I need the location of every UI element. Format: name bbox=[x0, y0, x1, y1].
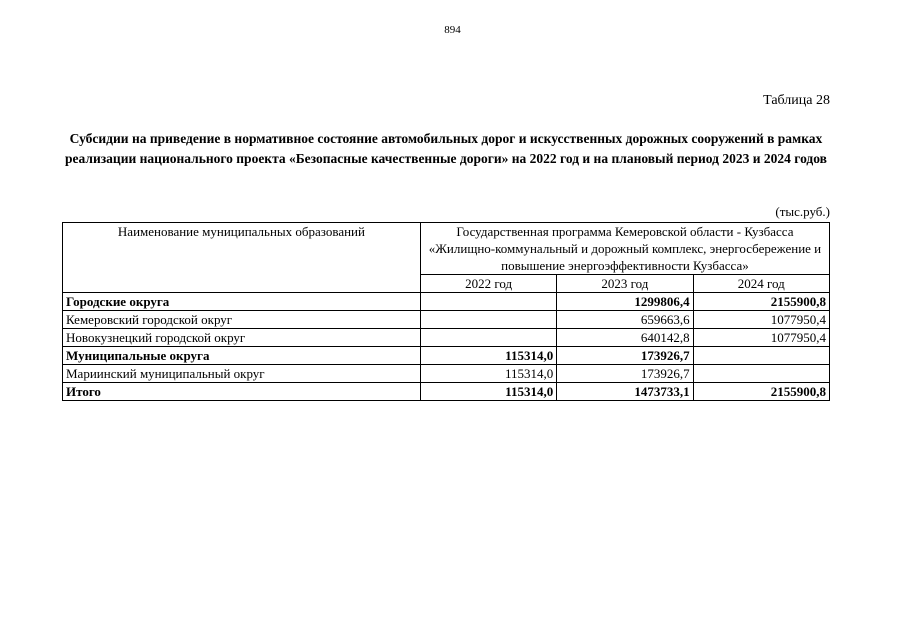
row-value-2022: 115314,0 bbox=[420, 383, 556, 401]
table-row bbox=[63, 293, 830, 311]
table-label: Таблица 28 bbox=[763, 93, 830, 108]
row-value-2024 bbox=[693, 365, 829, 383]
row-value-2024: 2155900,8 bbox=[693, 383, 829, 401]
row-value-2022 bbox=[420, 293, 556, 311]
row-value-2024 bbox=[693, 347, 829, 365]
page-number: 894 bbox=[444, 24, 461, 36]
column-header-2022: 2022 год bbox=[420, 275, 556, 293]
row-name: Муниципальные округа bbox=[63, 347, 421, 365]
table-row bbox=[63, 365, 830, 383]
column-header-2024: 2024 год bbox=[693, 275, 829, 293]
units-label: (тыс.руб.) bbox=[775, 204, 830, 219]
row-value-2023: 659663,6 bbox=[557, 311, 693, 329]
row-value-2022 bbox=[420, 311, 556, 329]
row-value-2024: 1077950,4 bbox=[693, 329, 829, 347]
table-row bbox=[63, 329, 830, 347]
row-value-2022: 115314,0 bbox=[420, 347, 556, 365]
row-name: Кемеровский городской округ bbox=[63, 311, 421, 329]
table-row bbox=[63, 347, 830, 365]
row-value-2022: 115314,0 bbox=[420, 365, 556, 383]
row-value-2023: 1473733,1 bbox=[557, 383, 693, 401]
row-name: Городские округа bbox=[63, 293, 421, 311]
table-row-total bbox=[63, 383, 830, 401]
row-name: Мариинский муниципальный округ bbox=[63, 365, 421, 383]
row-value-2022 bbox=[420, 329, 556, 347]
row-name: Новокузнецкий городской округ bbox=[63, 329, 421, 347]
row-value-2023: 640142,8 bbox=[557, 329, 693, 347]
subsidies-table bbox=[62, 222, 830, 401]
column-header-name: Наименование муниципальных образований bbox=[63, 223, 421, 293]
row-value-2023: 173926,7 bbox=[557, 365, 693, 383]
row-value-2024: 1077950,4 bbox=[693, 311, 829, 329]
row-value-2024: 2155900,8 bbox=[693, 293, 829, 311]
column-header-2023: 2023 год bbox=[557, 275, 693, 293]
row-value-2023: 173926,7 bbox=[557, 347, 693, 365]
row-name: Итого bbox=[63, 383, 421, 401]
row-value-2023: 1299806,4 bbox=[557, 293, 693, 311]
document-title: Субсидии на приведение в нормативное состояние автомобильных дорог и искусственных дорожных сооружений в рамках реализации национального проекта «Безопасные качественные дороги» на 2022 год и на плановый период 2023 и 2024 годов bbox=[65, 131, 827, 166]
table-row bbox=[63, 311, 830, 329]
column-header-program: Государственная программа Кемеровской области - Кузбасса «Жилищно-коммунальный и дорожный комплекс, энергосбережение и повышение энергоэффективности Кузбасса» bbox=[420, 223, 829, 275]
table-header-row bbox=[63, 223, 830, 275]
